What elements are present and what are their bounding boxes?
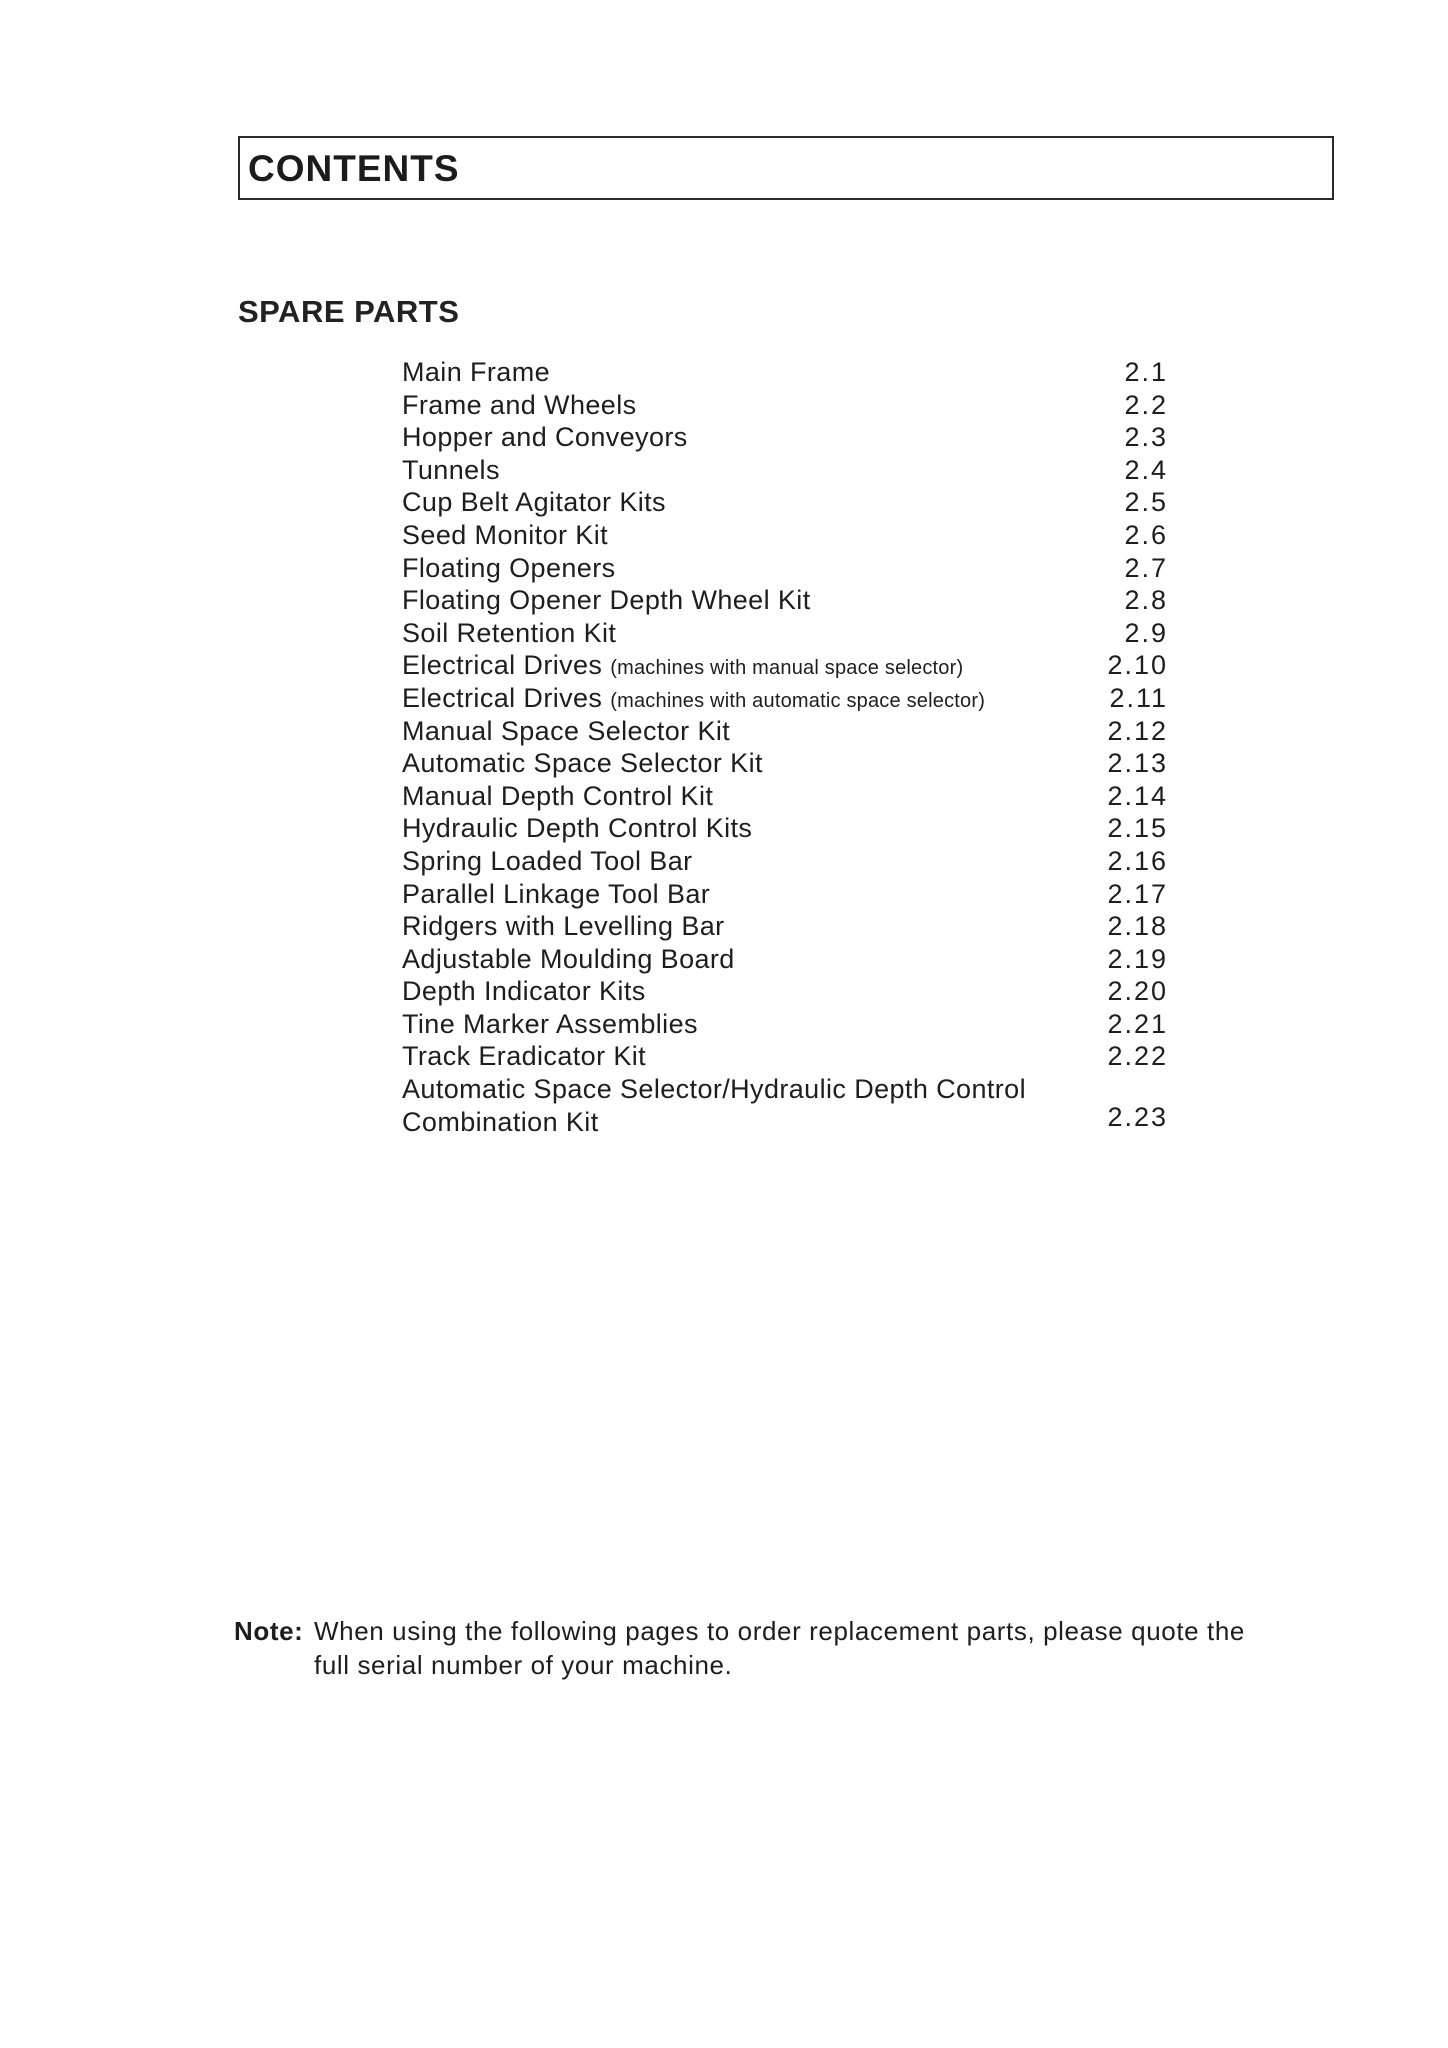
toc-entry	[402, 552, 1178, 585]
toc-entry-label: Floating Openers	[402, 552, 616, 583]
toc-entry-page-number: 2.9	[1124, 617, 1168, 648]
toc-entry-label: Manual Depth Control Kit	[402, 780, 714, 811]
toc-entry-page-number: 2.18	[1107, 911, 1168, 942]
toc-entry	[402, 845, 1178, 878]
toc-entry	[402, 421, 1178, 454]
footer-note	[234, 1614, 1344, 1682]
toc-entry	[402, 975, 1178, 1008]
toc-entry-title	[402, 845, 1082, 878]
toc-entry	[402, 910, 1178, 943]
toc-entry-title	[402, 454, 1082, 487]
toc-entry-title	[402, 780, 1082, 813]
toc-entry-label: Soil Retention Kit	[402, 617, 617, 648]
toc-entry	[402, 715, 1178, 748]
toc-entry-title	[402, 747, 1082, 780]
toc-entry-page-number: 2.7	[1124, 552, 1168, 583]
toc-entry	[402, 878, 1178, 911]
toc-entry-label: Floating Opener Depth Wheel Kit	[402, 585, 811, 616]
toc-entry-page-number: 2.19	[1107, 943, 1168, 974]
toc-entry-page-number: 2.3	[1124, 422, 1168, 453]
toc-entry-title	[402, 486, 1082, 519]
toc-entry-title	[402, 421, 1082, 454]
toc-entry	[402, 356, 1178, 389]
toc-entry-page-number: 2.1	[1124, 357, 1168, 387]
toc-entry-title	[402, 910, 1082, 943]
toc-entry-page-number: 2.23	[1107, 1102, 1168, 1133]
toc-entry-title	[402, 975, 1082, 1008]
toc-entry-title	[402, 878, 1082, 911]
toc-entry-page-number: 2.13	[1107, 748, 1168, 779]
contents-title-box	[238, 136, 1334, 200]
toc-entry	[402, 486, 1178, 519]
toc-entry-label: Spring Loaded Tool Bar	[402, 845, 693, 876]
toc-entry-title	[402, 682, 1082, 718]
toc-entry-label: Main Frame	[402, 357, 551, 387]
toc-entry-label: Depth Indicator Kits	[402, 976, 646, 1007]
toc-entry-label: Manual Space Selector Kit	[402, 715, 731, 746]
toc-entry	[402, 780, 1178, 813]
toc-entry	[402, 584, 1178, 617]
toc-entry-label: Adjustable Moulding Board	[402, 943, 735, 974]
toc-entry-page-number: 2.17	[1107, 878, 1168, 909]
toc-entry-title	[402, 552, 1082, 585]
toc-entry-label: Track Eradicator Kit	[402, 1041, 647, 1072]
note-text-line-2: full serial number of your machine.	[314, 1650, 733, 1680]
toc-entry-title	[402, 1073, 1082, 1138]
toc-entry-note: (machines with automatic space selector)	[610, 689, 986, 712]
toc-entry	[402, 812, 1178, 845]
toc-entry-page-number: 2.14	[1107, 780, 1168, 811]
toc-entry-label: Parallel Linkage Tool Bar	[402, 878, 711, 909]
toc-entry-page-number: 2.16	[1107, 845, 1168, 876]
toc-entry-title	[402, 389, 1082, 422]
toc-entry-page-number: 2.8	[1124, 585, 1168, 616]
toc-entry-label: Automatic Space Selector/Hydraulic Depth Control Combination Kit	[402, 1074, 1026, 1137]
toc-entry	[402, 1073, 1178, 1138]
toc-entry-label: Electrical Drives	[402, 682, 603, 713]
toc-entry	[402, 943, 1178, 976]
toc-entry	[402, 1040, 1178, 1073]
toc-entry-label: Frame and Wheels	[402, 389, 637, 420]
toc-entry-title	[402, 1040, 1082, 1073]
toc-entry-title	[402, 617, 1082, 650]
toc-entry-page-number: 2.22	[1107, 1041, 1168, 1072]
toc-entry	[402, 1008, 1178, 1041]
toc-entry-label: Ridgers with Levelling Bar	[402, 911, 725, 942]
toc-entry-page-number: 2.5	[1124, 487, 1168, 518]
toc-entry-label: Electrical Drives	[402, 650, 603, 681]
toc-entry-page-number: 2.12	[1107, 715, 1168, 746]
toc-entry-title	[402, 715, 1082, 748]
toc-entry-page-number: 2.11	[1109, 682, 1168, 713]
toc-entry-label: Automatic Space Selector Kit	[402, 748, 763, 779]
toc-entry-label: Hopper and Conveyors	[402, 422, 688, 453]
toc-entry-page-number: 2.21	[1107, 1008, 1168, 1039]
toc-entry-title	[402, 812, 1082, 845]
toc-entry-label: Seed Monitor Kit	[402, 519, 608, 550]
toc-entry-title	[402, 649, 1082, 685]
page-title: CONTENTS	[248, 148, 460, 189]
toc-entry	[402, 747, 1178, 780]
toc-entry	[402, 682, 1178, 715]
toc-entry-page-number: 2.20	[1107, 976, 1168, 1007]
toc-entry	[402, 519, 1178, 552]
toc-entry-page-number: 2.10	[1107, 650, 1168, 681]
toc-entry-label: Cup Belt Agitator Kits	[402, 487, 666, 518]
toc-entry-label: Hydraulic Depth Control Kits	[402, 813, 753, 844]
toc-entry-note: (machines with manual space selector)	[610, 657, 964, 680]
table-of-contents	[402, 356, 1178, 1138]
toc-entry-page-number: 2.6	[1124, 519, 1168, 550]
toc-entry-title	[402, 1008, 1082, 1041]
section-heading: SPARE PARTS	[238, 294, 460, 329]
note-label: Note:	[234, 1616, 304, 1646]
toc-entry	[402, 454, 1178, 487]
toc-entry-title	[402, 943, 1082, 976]
toc-entry	[402, 389, 1178, 422]
toc-entry-page-number: 2.2	[1124, 389, 1168, 420]
toc-entry-page-number: 2.4	[1124, 454, 1168, 485]
toc-entry-label: Tunnels	[402, 454, 500, 485]
toc-entry	[402, 649, 1178, 682]
toc-entry-title	[402, 584, 1082, 617]
toc-entry-title	[402, 356, 1082, 389]
note-text-line-1: When using the following pages to order replacement parts, please quote the	[314, 1616, 1245, 1646]
toc-entry	[402, 617, 1178, 650]
toc-entry-page-number: 2.15	[1107, 813, 1168, 844]
toc-entry-title	[402, 519, 1082, 552]
toc-entry-label: Tine Marker Assemblies	[402, 1008, 698, 1039]
